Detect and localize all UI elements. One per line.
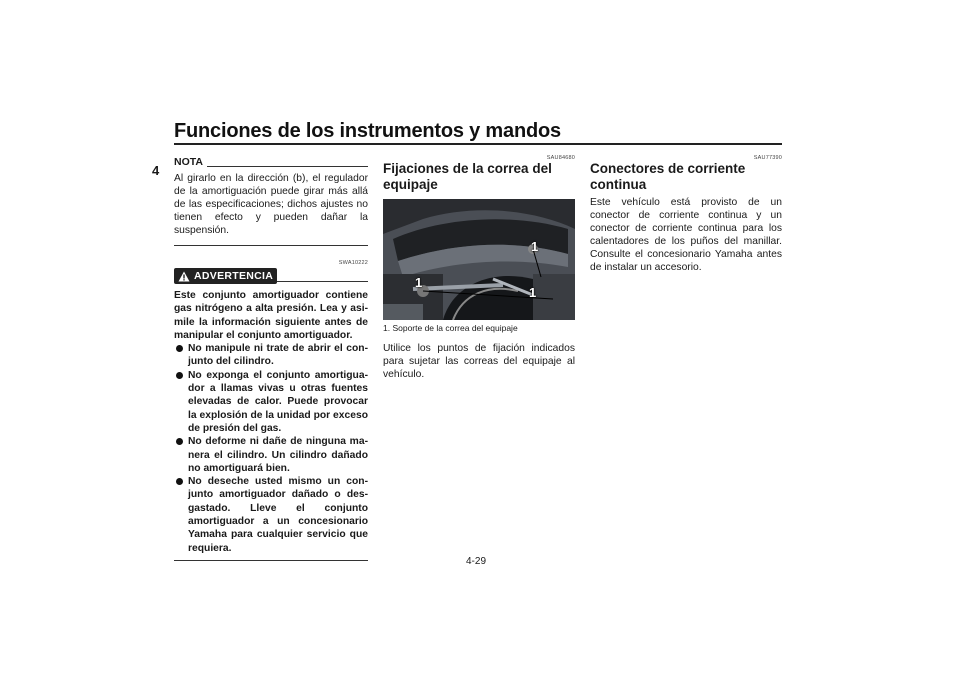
note-text: Al girarlo en la dirección (b), el regulador de la amortiguación puede girar más allá de las especificaciones; dichos ajustes no tienen efecto y pueden dañar la suspensión. — [174, 173, 368, 236]
figure-label: 1 — [529, 285, 537, 300]
warning-bullet: No exponga el conjunto amortiguador a llamas vivas u otras fuentes elevadas de calor. Puede provocar la explosión de la unidad por exceso de presión del gas. — [174, 369, 368, 435]
warning-bullet: No manipule ni trate de abrir el conjunto del cilindro. — [174, 342, 368, 369]
warning-rule — [277, 281, 368, 282]
header-rule — [174, 143, 782, 145]
column-middle — [383, 155, 575, 381]
note-rule — [207, 166, 368, 167]
figure-caption: 1. Soporte de la correa del equipaje — [383, 323, 518, 333]
luggage-strap-photo — [383, 199, 575, 320]
warning-header — [174, 268, 368, 284]
warning-bullet-list — [174, 342, 368, 555]
motorcycle-rear-illustration — [383, 199, 575, 320]
straps-section-code: SAU84680 — [546, 155, 575, 161]
warning-label: ADVERTENCIA — [194, 270, 274, 282]
note-end-rule — [174, 245, 368, 246]
power-section-text: Este vehículo está provisto de un conector de corriente continua y un conector de corriente continua para los calentadores de los puños del manillar. Consulte el concesionario Yamaha antes de instalar un accesorio. — [590, 197, 782, 273]
figure-label: 1 — [531, 239, 539, 254]
warning-bullet: No deforme ni dañe de ninguna manera el cilindro. Un cilindro dañado no amortiguará bien. — [174, 435, 368, 475]
page-header-title: Funciones de los instrumentos y mandos — [174, 120, 561, 142]
bullet-icon — [176, 345, 183, 352]
warning-intro: Este conjunto amortiguador contiene gas nitrógeno a alta presión. Lea y asimile la información siguiente antes de manipular el conjunto amortiguador. — [174, 290, 368, 341]
straps-section-title: Fijaciones de la correa del equipaje — [383, 161, 552, 192]
power-section-code: SAU77390 — [753, 155, 782, 161]
warning-end-rule — [174, 560, 368, 561]
warning-code: SWA10222 — [338, 260, 368, 266]
bullet-icon — [176, 478, 183, 485]
warning-badge — [174, 268, 277, 284]
chapter-tab: 4 — [152, 163, 160, 178]
power-section-title: Conectores de corriente continua — [590, 161, 746, 192]
bullet-icon — [176, 438, 183, 445]
column-right — [590, 155, 782, 274]
warning-triangle-icon — [178, 271, 190, 282]
note-label: NOTA — [174, 156, 203, 168]
page-number: 4-29 — [466, 556, 487, 567]
figure-label: 1 — [415, 275, 423, 290]
straps-section-text: Utilice los puntos de fijación indicados para sujetar las correas del equipaje al vehículo. — [383, 343, 575, 380]
note-header — [174, 155, 368, 169]
bullet-icon — [176, 372, 183, 379]
warning-bullet: No deseche usted mismo un conjunto amortiguador dañado o desgastado. Lleve el conjunto amortiguador a un concesionario Yamaha para cualquier servicio que requiera. — [174, 475, 368, 555]
column-left — [174, 155, 368, 561]
